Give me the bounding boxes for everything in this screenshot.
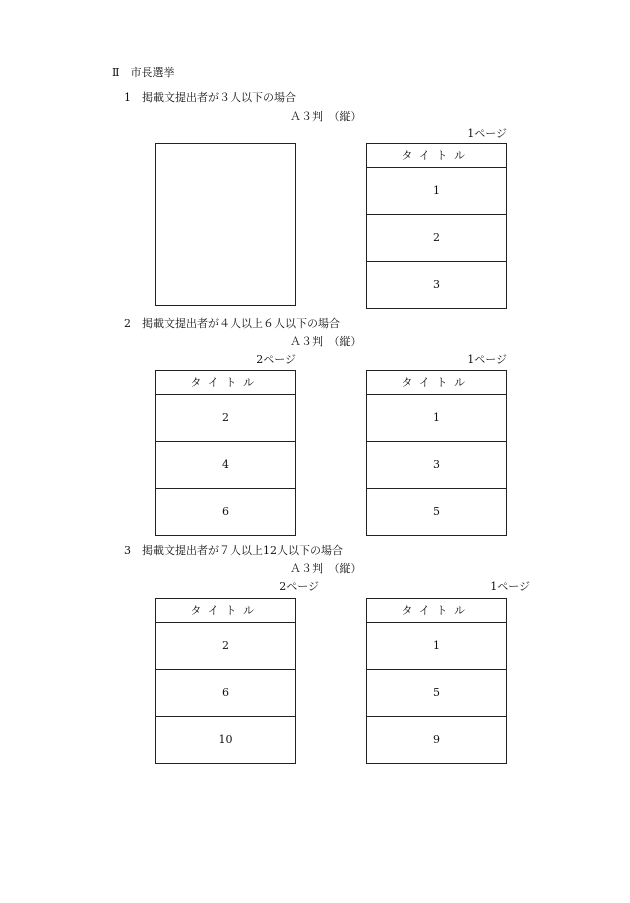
page-cell: 6 [222, 505, 229, 518]
page-cell: 3 [367, 442, 506, 489]
page-cell: 1 [367, 623, 506, 670]
section-2-format: Ａ３判 （縦） [290, 335, 362, 348]
page-cell: 2 [367, 215, 506, 262]
section-3-right-page [366, 598, 507, 764]
page-title: タイトル [367, 144, 506, 168]
section-2-right-page-label: 1ページ [467, 353, 507, 366]
page-cell: 1 [367, 395, 506, 442]
section-heading: Ⅱ 市長選挙 [112, 66, 175, 79]
page-cell: 2 [156, 395, 295, 442]
page-cell: 4 [156, 442, 295, 489]
page-cell: 5 [433, 505, 440, 518]
section-2-left-page [155, 370, 296, 536]
section-3-left-page-label: 2ページ [279, 580, 319, 593]
page-cell: 5 [367, 670, 506, 717]
page-title: タイトル [367, 599, 506, 623]
page-title: タイトル [156, 599, 295, 623]
page-cell: 2 [156, 623, 295, 670]
section-3-right-page-label: 1ページ [490, 580, 530, 593]
section-1-format: Ａ３判 （縦） [290, 110, 362, 123]
section-2-label: 2 掲載文提出者が４人以上６人以下の場合 [124, 317, 340, 330]
section-3-label: 3 掲載文提出者が７人以上12人以下の場合 [124, 544, 343, 557]
page-cell: 6 [156, 670, 295, 717]
page-cell: 3 [433, 278, 440, 291]
section-2-right-page [366, 370, 507, 536]
page-title: タイトル [367, 371, 506, 395]
section-3-left-page [155, 598, 296, 764]
section-3-format: Ａ３判 （縦） [290, 562, 362, 575]
section-1-right-page [366, 143, 507, 309]
page-cell: 10 [218, 733, 233, 746]
page-cell: 9 [433, 733, 440, 746]
section-2-left-page-label: 2ページ [256, 353, 296, 366]
page-title: タイトル [156, 371, 295, 395]
page-cell: 1 [367, 168, 506, 215]
section-1-label: 1 掲載文提出者が３人以下の場合 [124, 91, 296, 104]
section-1-right-page-label: 1ページ [467, 127, 507, 140]
section-1-blank-page [155, 143, 296, 306]
